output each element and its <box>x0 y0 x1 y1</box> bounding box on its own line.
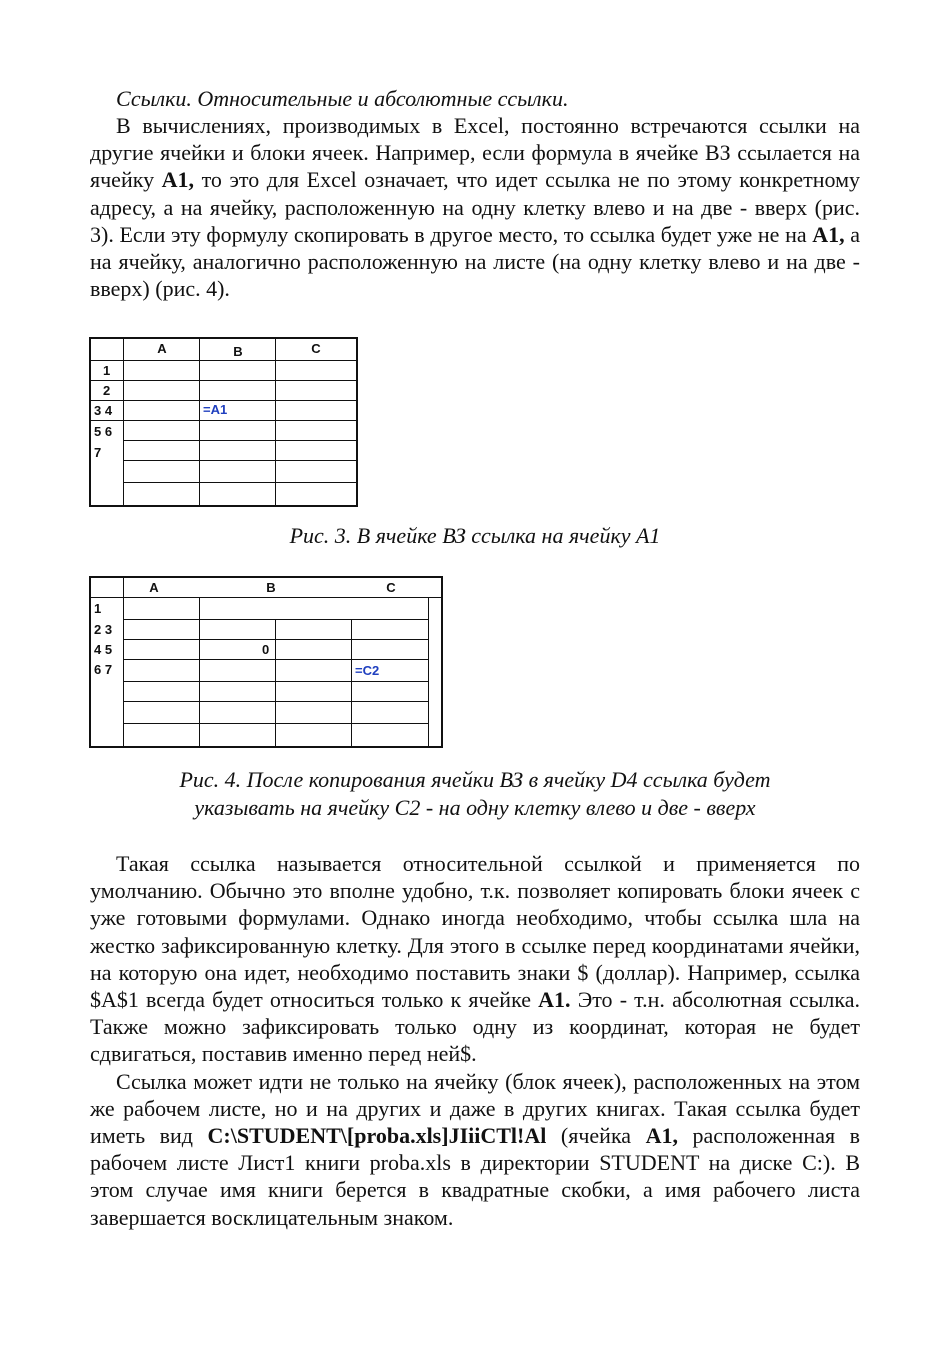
figure-3-spreadsheet <box>89 337 358 507</box>
paragraph-2 <box>90 850 860 1068</box>
col-header-a: A <box>157 341 167 356</box>
p3-bold-2: A1, <box>645 1123 678 1149</box>
row-header-6-7: 6 7 <box>94 662 113 677</box>
p3-bold-1: C:\STUDENT\[proba.xls]JIiiCTl!Al <box>207 1123 547 1149</box>
p2-text-2: Это - т.н. абсолютная ссылка. Также можно зафиксировать только одну из координат, которая не будет сдвигаться, поставив именно перед ней$. <box>90 987 860 1067</box>
figure-4-spreadsheet <box>89 576 443 748</box>
col-header-a: A <box>149 580 159 595</box>
row-header-4-5: 4 5 <box>94 642 113 657</box>
paragraph-3 <box>90 1068 860 1231</box>
col-header-b: B <box>266 580 276 595</box>
p2-bold-1: A1. <box>538 987 571 1013</box>
figure-3-caption: Рис. 3. В ячейке ВЗ ссылка на ячейку A1 <box>289 523 661 548</box>
paragraph-1 <box>90 112 860 302</box>
p3-text-3: расположенная в рабочем листе Лист1 книги proba.xls в директории STUDENT на диске С:). В этом случае имя книги берется в квадратные скобки, а имя рабочего листа завершается восклицательным знаком. <box>90 1123 861 1230</box>
row-header-3-4: 3 4 <box>94 403 113 418</box>
p1-text-1: В вычислениях, производимых в Excel, постоянно встречаются ссылки на другие ячейки и блоки ячеек. Например, если формула в ячейке ВЗ ссылается на ячейку <box>90 113 860 193</box>
col-header-b: B <box>233 344 243 359</box>
p3-text-2: (ячейка <box>546 1123 646 1149</box>
col-header-c: C <box>386 580 396 595</box>
cell-d4-formula: =C2 <box>355 663 380 678</box>
p1-bold-2: A1, <box>812 221 845 247</box>
page-top-text <box>90 85 860 302</box>
row-header-5-6: 5 6 <box>94 424 113 439</box>
p1-text-2: то это для Excel означает, что идет ссылка не по этому конкретному адресу, а на ячейку, расположенную на одну клетку влево и на две - вверх (рис. 3). Если эту формулу скопировать в другое место, то ссылка будет уже не на <box>90 167 860 247</box>
figure-4-caption-line-2: указывать на ячейку С2 - на одну клетку влево и две - вверх <box>194 795 756 820</box>
p1-bold-1: A1, <box>161 167 195 193</box>
p2-text-1: Такая ссылка называется относительной ссылкой и применяется по умолчанию. Обычно это вполне удобно, т.к. позволяет копировать блоки ячеек с уже готовыми формулами. Однако иногда необходимо, чтобы ссылка шла на жестко зафиксированную клетку. Для этого в ссылке перед координатами ячейки, на которую она идет, необходимо поставить знаки $ (доллар). Например, ссылка $A$1 всегда будет относиться только к ячейке <box>90 851 860 1013</box>
figure-4-caption-line-1: Рис. 4. После копирования ячейки ВЗ в ячейку D4 ссылка будет <box>179 767 771 792</box>
row-header-7: 7 <box>94 445 102 460</box>
row-header-1: 1 <box>94 601 102 616</box>
figure-4-caption <box>90 766 860 822</box>
p3-text-1: Ссылка может идти не только на ячейку (блок ячеек), расположенных на этом же рабочем листе, но и на других и даже в других книгах. Такая ссылка будет иметь вид <box>90 1068 860 1149</box>
p1-text-3: а на ячейку, аналогично расположенную на листе (на одну клетку влево и на две - вверх) (рис. 4). <box>90 221 861 302</box>
page-bottom-text <box>90 850 860 1231</box>
cell-zero-value: 0 <box>262 642 270 657</box>
row-header-1: 1 <box>103 363 111 378</box>
section-heading: Ссылки. Относительные и абсолютные ссылки. <box>116 86 569 111</box>
col-header-c: C <box>311 341 321 356</box>
cell-b3-formula: =A1 <box>203 402 228 417</box>
row-header-2: 2 <box>103 383 111 398</box>
row-header-2-3: 2 3 <box>94 622 113 637</box>
